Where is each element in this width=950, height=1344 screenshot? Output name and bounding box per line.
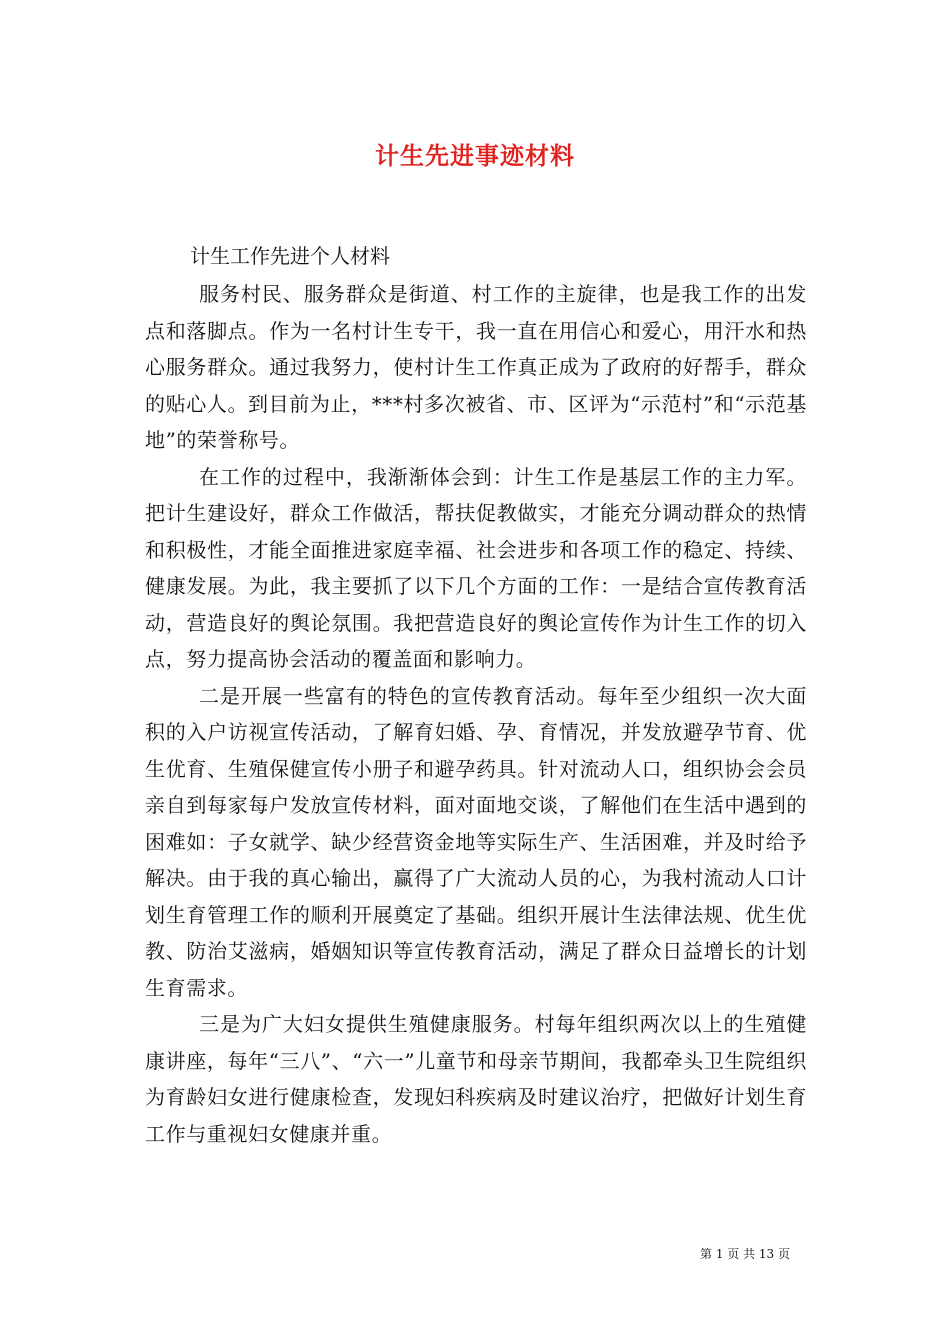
paragraph-2: 在工作的过程中，我渐渐体会到：计生工作是基层工作的主力军。把计生建设好，群众工作做活，帮扶促教做实，才能充分调动群众的热情和积极性，才能全面推进家庭幸福、社会进步和各项工作的稳定、持续、健康发展。为此，我主要抓了以下几个方面的工作：一是结合宣传教育活动，营造良好的舆论氛围。我把营造良好的舆论宣传作为计生工作的切入点，努力提高协会活动的覆盖面和影响力。 xyxy=(145,464,807,671)
paragraph-3: 二是开展一些富有的特色的宣传教育活动。每年至少组织一次大面积的入户访视宣传活动，了解育妇婚、孕、育情况，并发放避孕节育、优生优育、生殖保健宣传小册子和避孕药具。针对流动人口，组织协会会员亲自到每家每户发放宣传材料，面对面地交谈，了解他们在生活中遇到的困难如：子女就学、缺少经营资金地等实际生产、生活困难，并及时给予解决。由于我的真心输出，赢得了广大流动人员的心，为我村流动人口计划生育管理工作的顺利开展奠定了基础。组织开展计生法律法规、优生优教、防治艾滋病，婚姻知识等宣传教育活动，满足了群众日益增长的计划生育需求。 xyxy=(145,683,807,1000)
paragraph-1: 服务村民、服务群众是街道、村工作的主旋律，也是我工作的出发点和落脚点。作为一名村计生专干，我一直在用信心和爱心，用汗水和热心服务群众。通过我努力，使村计生工作真正成为了政府的好帮手，群众的贴心人。到目前为止，***村多次被省、市、区评为“示范村”和“示范基地”的荣誉称号。 xyxy=(145,282,807,452)
document-title: 计生先进事迹材料 xyxy=(375,141,575,170)
page-number-footer: 第 1 页 共 13 页 xyxy=(700,1247,790,1261)
document-subtitle: 计生工作先进个人材料 xyxy=(190,244,390,268)
paragraph-4: 三是为广大妇女提供生殖健康服务。村每年组织两次以上的生殖健康讲座，每年“三八”、“六一”儿童节和母亲节期间，我都牵头卫生院组织为育龄妇女进行健康检查，发现妇科疾病及时建议治疗，把做好计划生育工作与重视妇女健康并重。 xyxy=(145,1012,807,1146)
document-body xyxy=(145,276,807,1152)
